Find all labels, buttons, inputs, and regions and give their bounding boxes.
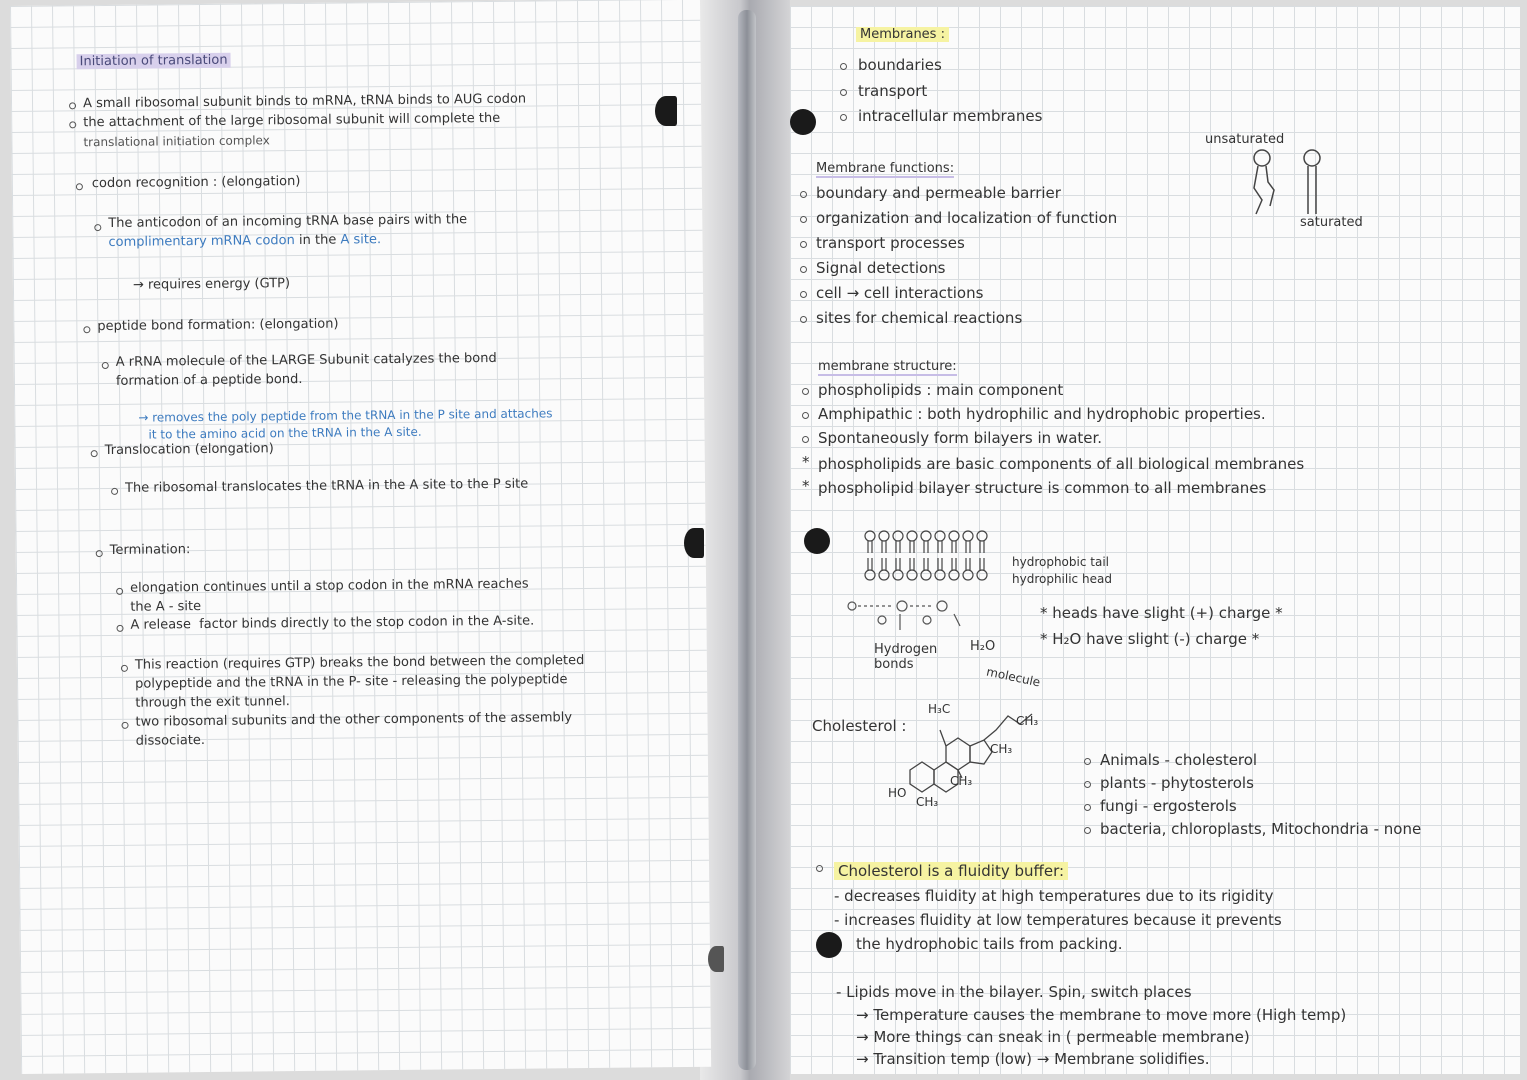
bullet-icon — [1084, 758, 1091, 765]
bullet-icon — [800, 266, 807, 273]
note-span: in the — [298, 232, 337, 248]
ch3-label: CH₃ — [990, 742, 1013, 756]
function-item: Signal detections — [816, 259, 946, 277]
sterol-item: plants - phytosterols — [1100, 774, 1254, 792]
sterol-item: fungi - ergosterols — [1100, 797, 1237, 815]
structure-title: membrane structure: — [818, 359, 957, 374]
lipid-line: → Temperature causes the membrane to move more (High temp) — [856, 1006, 1347, 1024]
section-heading: peptide bond formation: (elongation) — [97, 316, 339, 335]
bullet-icon — [116, 625, 123, 632]
binder-hole-icon — [684, 528, 704, 558]
note-line: translational initiation complex — [83, 133, 270, 150]
note-line: dissociate. — [135, 732, 206, 749]
lipid-line: → Transition temp (low) → Membrane solidifies. — [856, 1050, 1210, 1068]
fatty-acid-icon — [1244, 148, 1334, 218]
star-bullet-icon: * — [802, 477, 810, 495]
functions-title: Membrane functions: — [816, 161, 955, 176]
ch3-label: CH₃ — [916, 795, 939, 809]
function-item: transport processes — [816, 234, 965, 252]
buffer-line: - decreases fluidity at high temperatures due to its rigidity — [834, 887, 1274, 905]
bullet-icon — [800, 191, 807, 198]
bullet-icon — [1084, 804, 1091, 811]
note-line: → removes the poly peptide from the tRNA in the P site and attaches — [138, 406, 553, 425]
bullet-icon — [91, 450, 98, 457]
membrane-item: intracellular membranes — [858, 107, 1043, 125]
note-line: elongation continues until a stop codon in the mRNA reaches — [130, 576, 529, 596]
bullet-icon — [802, 388, 809, 395]
structure-item: phospholipids are basic components of all biological membranes — [818, 455, 1305, 473]
note-line: polypeptide and the tRNA in the P- site - releasing the polypeptide — [135, 672, 568, 692]
note-line: two ribosomal subunits and the other components of the assembly — [135, 710, 573, 730]
bullet-icon — [800, 216, 807, 223]
note-span: A release — [130, 617, 192, 633]
bullet-icon — [840, 114, 847, 121]
hydrogen-bond-sketch-icon — [842, 596, 972, 636]
bullet-icon — [94, 224, 101, 231]
note-span: it to the amino acid — [148, 426, 266, 442]
bullet-icon — [840, 89, 847, 96]
membranes-title: Membranes : — [856, 27, 949, 42]
note-line: the attachment of the large ribosomal subunit will complete the — [83, 110, 501, 131]
function-item: boundary and permeable barrier — [816, 184, 1061, 202]
note-line: formation of a peptide bond. — [115, 371, 303, 389]
structure-item: phospholipid bilayer structure is common to all membranes — [818, 479, 1267, 497]
note-span: binds directly to the stop codon in the A-site. — [241, 613, 535, 632]
head-label: hydrophilic head — [1012, 572, 1112, 586]
bullet-icon — [1084, 827, 1091, 834]
ch3-label: CH₃ — [950, 774, 973, 788]
sterol-item: Animals - cholesterol — [1100, 751, 1258, 769]
lipid-line: - Lipids move in the bilayer. Spin, switch places — [836, 983, 1192, 1001]
note-span: factor — [199, 616, 238, 633]
h3c-label: H₃C — [928, 702, 951, 716]
lipid-line: → More things can sneak in ( permeable membrane) — [856, 1028, 1250, 1046]
note-line: This reaction (requires GTP) breaks the bond between the completed — [134, 653, 585, 673]
charge-note: * H₂O have slight (-) charge * — [1040, 630, 1260, 648]
charge-note: * heads have slight (+) charge * — [1040, 604, 1283, 622]
binder-hole-icon — [708, 946, 724, 972]
ch3-label: CH₃ — [1016, 714, 1039, 728]
bullet-icon — [800, 316, 807, 323]
bullet-icon — [800, 241, 807, 248]
structure-item: phospholipids : main component — [818, 381, 1064, 399]
star-bullet-icon: * — [802, 453, 810, 471]
bullet-icon — [76, 183, 83, 190]
section-heading: Translocation (elongation) — [104, 441, 274, 459]
function-item: cell → cell interactions — [816, 284, 984, 302]
bullet-icon — [121, 665, 128, 672]
molecule-label: molecule — [985, 664, 1042, 690]
function-item: sites for chemical reactions — [816, 309, 1023, 327]
hydrogen-bonds-label: Hydrogen bonds — [874, 642, 938, 672]
bullet-icon — [111, 488, 118, 495]
bullet-icon — [69, 121, 76, 128]
binder-hole-icon — [790, 109, 816, 135]
bullet-icon — [840, 63, 847, 70]
bullet-icon — [802, 412, 809, 419]
unsaturated-label: unsaturated — [1205, 132, 1285, 147]
saturated-label: saturated — [1300, 215, 1363, 230]
translation-title: Initiation of translation — [77, 53, 231, 70]
binder-hole-icon — [816, 932, 842, 958]
buffer-line: the hydrophobic tails from packing. — [856, 935, 1123, 953]
phospholipid-bilayer-icon — [862, 528, 1012, 598]
note-line: A rRNA molecule of the LARGE Subunit catalyzes the bond — [115, 350, 497, 370]
section-heading: codon recognition : (elongation) — [91, 173, 301, 192]
buffer-line: - increases fluidity at low temperatures because it prevents — [834, 911, 1282, 929]
binder-fold — [738, 10, 756, 1070]
section-heading: Termination: — [109, 542, 191, 558]
bullet-icon — [800, 291, 807, 298]
bullet-icon — [1084, 781, 1091, 788]
bullet-icon — [816, 865, 823, 872]
bullet-icon — [96, 550, 103, 557]
sterol-item: bacteria, chloroplasts, Mitochondria - none — [1100, 820, 1422, 838]
h2o-label: H₂O — [970, 639, 996, 654]
fluidity-buffer-title: Cholesterol is a fluidity buffer: — [834, 862, 1068, 880]
function-item: organization and localization of function — [816, 209, 1118, 227]
note-span: on the tRNA in the A site. — [269, 424, 422, 441]
note-line: through the exit tunnel. — [135, 694, 290, 711]
bullet-icon — [83, 326, 90, 333]
membrane-item: boundaries — [858, 56, 942, 74]
tail-label: hydrophobic tail — [1012, 555, 1109, 569]
membrane-item: transport — [858, 82, 928, 100]
note-line: → requires energy (GTP) — [132, 276, 291, 293]
binder-hole-icon — [655, 96, 677, 126]
binder-hole-icon — [804, 528, 830, 554]
structure-item: Amphipathic : both hydrophilic and hydrophobic properties. — [818, 405, 1266, 423]
bullet-icon — [802, 436, 809, 443]
note-line: The ribosomal translocates the tRNA in the A site to the P site — [124, 476, 529, 496]
bullet-icon — [122, 722, 129, 729]
bullet-icon — [116, 588, 123, 595]
bullet-icon — [102, 362, 109, 369]
bullet-icon — [69, 102, 76, 109]
ho-label: HO — [888, 786, 907, 800]
note-span: A site. — [340, 232, 382, 248]
structure-item: Spontaneously form bilayers in water. — [818, 429, 1103, 447]
cholesterol-label: Cholesterol : — [812, 717, 907, 735]
note-line: the A - site — [130, 599, 202, 615]
left-notebook-page — [10, 0, 711, 1074]
note-line: The anticodon of an incoming tRNA base pairs with the — [108, 212, 468, 231]
note-line: A small ribosomal subunit binds to mRNA, tRNA binds to AUG codon — [82, 91, 527, 112]
note-span: complimentary mRNA codon — [108, 233, 295, 250]
